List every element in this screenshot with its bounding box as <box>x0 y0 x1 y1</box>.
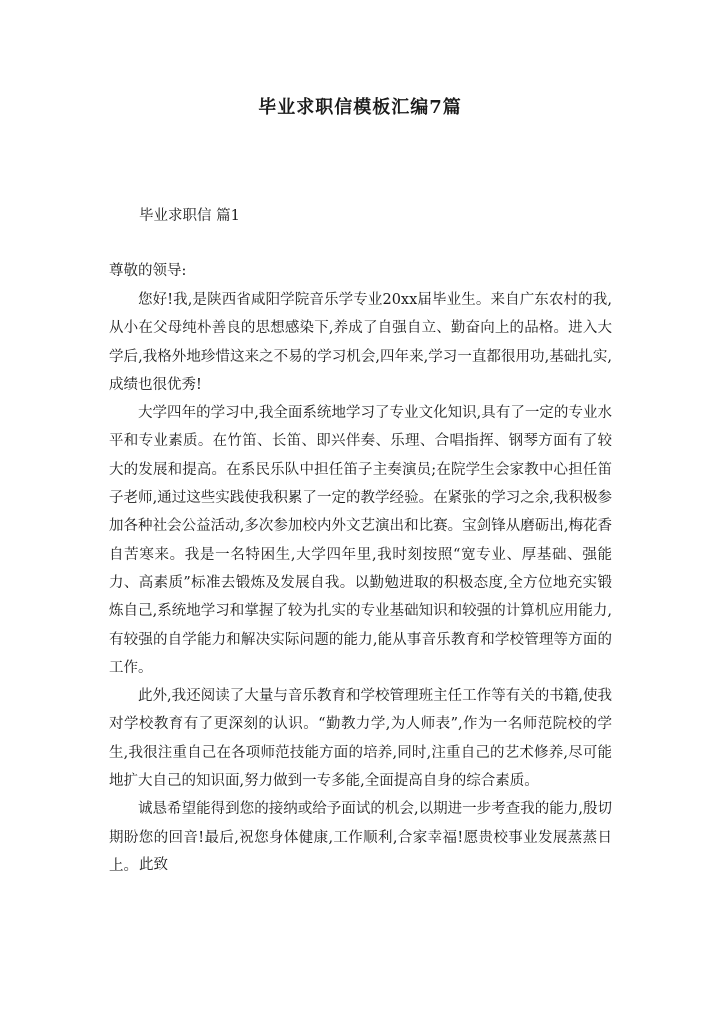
paragraph-university-study: 大学四年的学习中,我全面系统地学习了专业文化知识,具有了一定的专业水平和专业素质。在竹笛、长笛、即兴伴奏、乐理、合唱指挥、钢琴方面有了较大的发展和提高。在系民乐队中担任笛子主奏演员;在院学生会家教中心担任笛子老师,通过这些实践使我积累了一定的教学经验。在紧张的学习之余,我积极参加各种社会公益活动,多次参加校内外文艺演出和比赛。宝剑锋从磨砺出,梅花香自苦寒来。我是一名特困生,大学四年里,我时刻按照“宽专业、厚基础、强能力、高素质”标准去锻炼及发展自我。以勤勉进取的积极态度,全方位地充实锻炼自己,系统地学习和掌握了较为扎实的专业基础知识和较强的计算机应用能力,有较强的自学能力和解决实际问题的能力,能从事音乐教育和学校管理等方面的工作。 <box>109 405 612 676</box>
paragraph-introduction: 您好!我,是陕西省咸阳学院音乐学专业20xx届毕业生。来自广东农村的我,从小在父母纯朴善良的思想感染下,养成了自强自立、勤奋向上的品格。进入大学后,我格外地珍惜这来之不易的学习机会,四年来,学习一直都很用功,基础扎实,成绩也很优秀! <box>109 292 612 393</box>
section-heading: 毕业求职信 篇1 <box>139 208 240 224</box>
paragraph-further-reading: 此外,我还阅读了大量与音乐教育和学校管理班主任工作等有关的书籍,使我对学校教育有了更深刻的认识。“勤教力学,为人师表”,作为一名师范院校的学生,我很注重自己在各项师范技能方面的培养,同时,注重自己的艺术修养,尽可能地扩大自己的知识面,努力做到一专多能,全面提高自身的综合素质。 <box>109 688 612 790</box>
paragraph-request: 诚恳希望能得到您的接纳或给予面试的机会,以期进一步考查我的能力,殷切期盼您的回音!最后,祝您身体健康,工作顺利,合家幸福!愿贵校事业发展蒸蒸日上。 <box>109 801 612 874</box>
salutation: 尊敬的领导: <box>109 263 187 279</box>
letter-body <box>109 286 612 880</box>
document-title: 毕业求职信模板汇编7篇 <box>258 97 462 118</box>
closing-salutation: 此致 <box>139 857 168 873</box>
